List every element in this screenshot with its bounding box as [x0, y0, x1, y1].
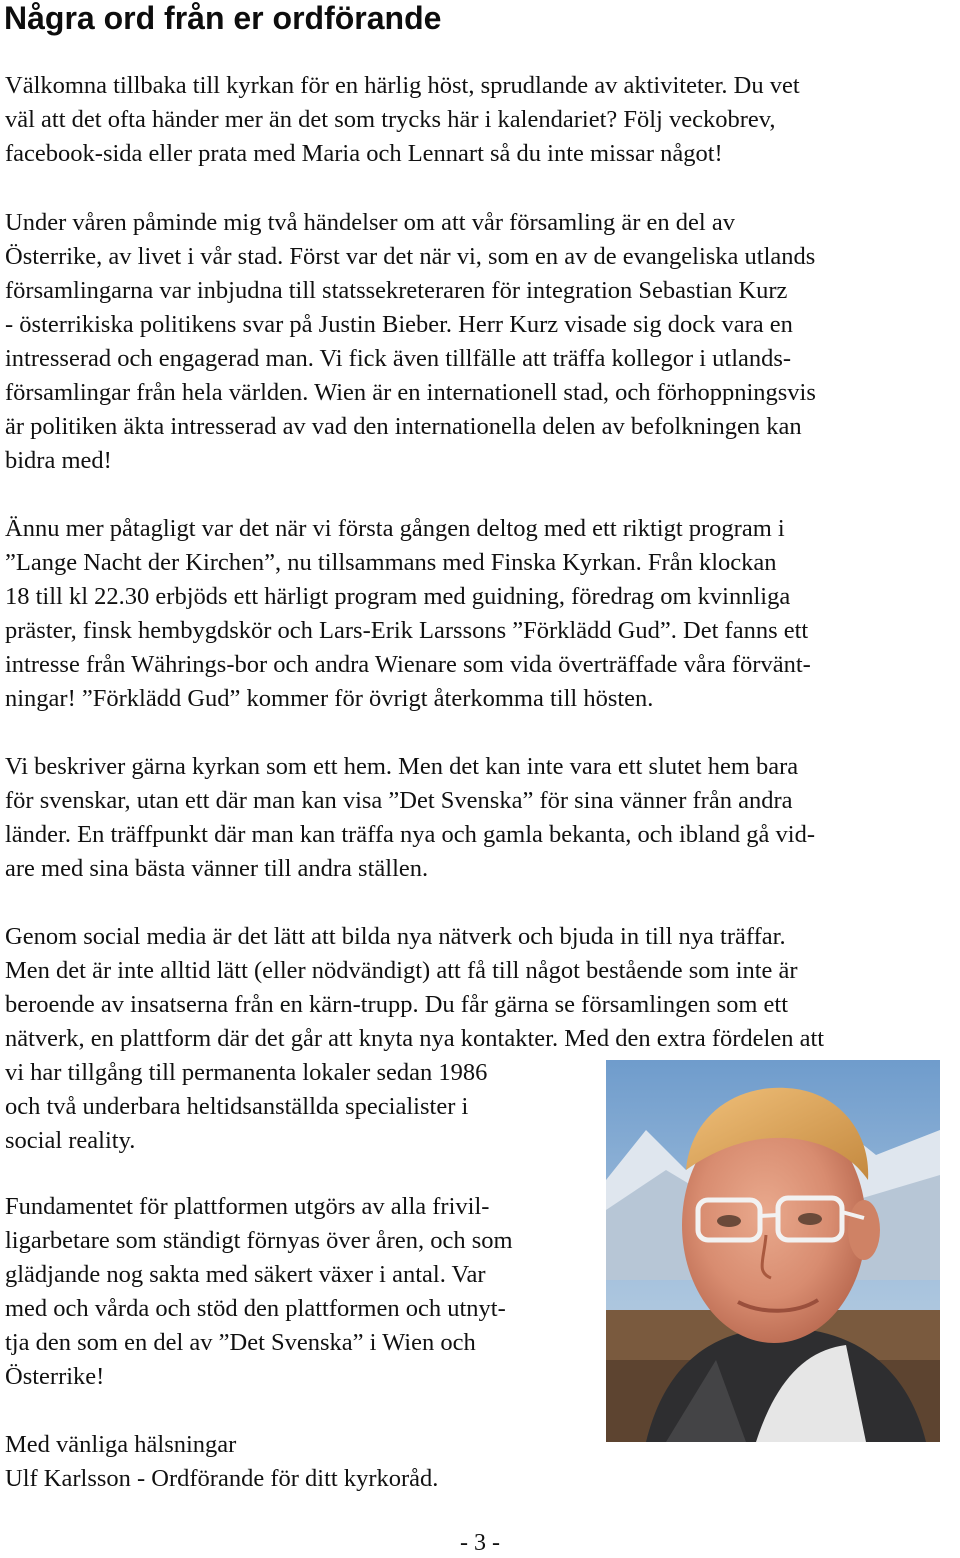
text-line: intresserad och engagerad man. Vi fick även tillfälle att träffa kollegor i utlands-: [5, 345, 792, 372]
text-line: är politiken äkta intresserad av vad den internationella delen av befolkningen kan: [5, 413, 802, 440]
text-line: glädjande nog sakta med säkert växer i antal. Var: [5, 1261, 486, 1288]
text-line: och två underbara heltidsanställda specialister i: [5, 1093, 469, 1120]
text-line: nätverk, en plattform där det går att knyta nya kontakter. Med den extra fördelen att: [5, 1025, 825, 1052]
paragraph-welcome: [5, 69, 800, 171]
paragraph-church-home: [5, 750, 815, 886]
text-line: - österrikiska politikens svar på Justin Bieber. Herr Kurz visade sig dock vara en: [5, 311, 793, 338]
text-line: ”Lange Nacht der Kirchen”, nu tillsammans med Finska Kyrkan. Från klockan: [5, 549, 777, 576]
text-line: Under våren påminde mig två händelser om att vår församling är en del av: [5, 209, 735, 236]
text-line: vi har tillgång till permanenta lokaler sedan 1986: [5, 1059, 488, 1086]
signature-block: [5, 1428, 438, 1496]
closing-line: Med vänliga hälsningar: [5, 1431, 237, 1458]
text-line: församlingar från hela världen. Wien är en internationell stad, och förhoppningsvis: [5, 379, 816, 406]
text-line: intresse från Währings-bor och andra Wienare som vida överträffade våra förvänt-: [5, 651, 811, 678]
signature-line: Ulf Karlsson - Ordförande för ditt kyrkoråd.: [5, 1465, 439, 1492]
paragraph-spring-events: [5, 206, 816, 478]
text-line: bidra med!: [5, 447, 112, 474]
text-line: facebook-sida eller prata med Maria och Lennart så du inte missar något!: [5, 140, 723, 167]
text-line: Genom social media är det lätt att bilda nya nätverk och bjuda in till nya träffar.: [5, 923, 786, 950]
chairman-portrait-photo: [606, 1060, 940, 1442]
text-line: Österrike!: [5, 1363, 105, 1390]
text-line: väl att det ofta händer mer än det som trycks här i kalendariet? Följ veckobrev,: [5, 106, 776, 133]
text-line: are med sina bästa vänner till andra ställen.: [5, 855, 429, 882]
paragraph-lange-nacht: [5, 512, 811, 716]
text-line: Men det är inte alltid lätt (eller nödvändigt) att få till något bestående som inte är: [5, 957, 798, 984]
text-line: ningar! ”Förklädd Gud” kommer för övrigt återkomma till hösten.: [5, 685, 654, 712]
page-title: Några ord från er ordförande: [4, 0, 442, 36]
text-line: tja den som en del av ”Det Svenska” i Wien och: [5, 1329, 476, 1356]
text-line: länder. En träffpunkt där man kan träffa nya och gamla bekanta, och ibland gå vid-: [5, 821, 816, 848]
text-line: med och vårda och stöd den plattformen och utnyt-: [5, 1295, 506, 1322]
page-number: - 3 -: [460, 1530, 500, 1556]
paragraph-foundation: [5, 1190, 513, 1394]
text-line: församlingarna var inbjudna till statssekreteraren för integration Sebastian Kurz: [5, 277, 788, 304]
text-line: Fundamentet för plattformen utgörs av alla frivil-: [5, 1193, 490, 1220]
text-line: 18 till kl 22.30 erbjöds ett härligt program med guidning, föredrag om kvinnliga: [5, 583, 791, 610]
text-line: Vi beskriver gärna kyrkan som ett hem. Men det kan inte vara ett slutet hem bara: [5, 753, 799, 780]
text-line: präster, finsk hembygdskör och Lars-Erik Larssons ”Förklädd Gud”. Det fanns ett: [5, 617, 809, 644]
text-line: Ännu mer påtagligt var det när vi första gången deltog med ett riktigt program i: [5, 515, 785, 542]
text-line: social reality.: [5, 1127, 136, 1154]
text-line: beroende av insatserna från en kärn-trupp. Du får gärna se församlingen som ett: [5, 991, 789, 1018]
text-line: ligarbetare som ständigt förnyas över åren, och som: [5, 1227, 513, 1254]
text-line: Österrike, av livet i vår stad. Först var det när vi, som en av de evangeliska utlands: [5, 243, 816, 270]
text-line: för svenskar, utan ett där man kan visa ”Det Svenska” för sina vänner från andra: [5, 787, 793, 814]
text-line: Välkomna tillbaka till kyrkan för en härlig höst, sprudlande av aktiviteter. Du vet: [5, 72, 800, 99]
